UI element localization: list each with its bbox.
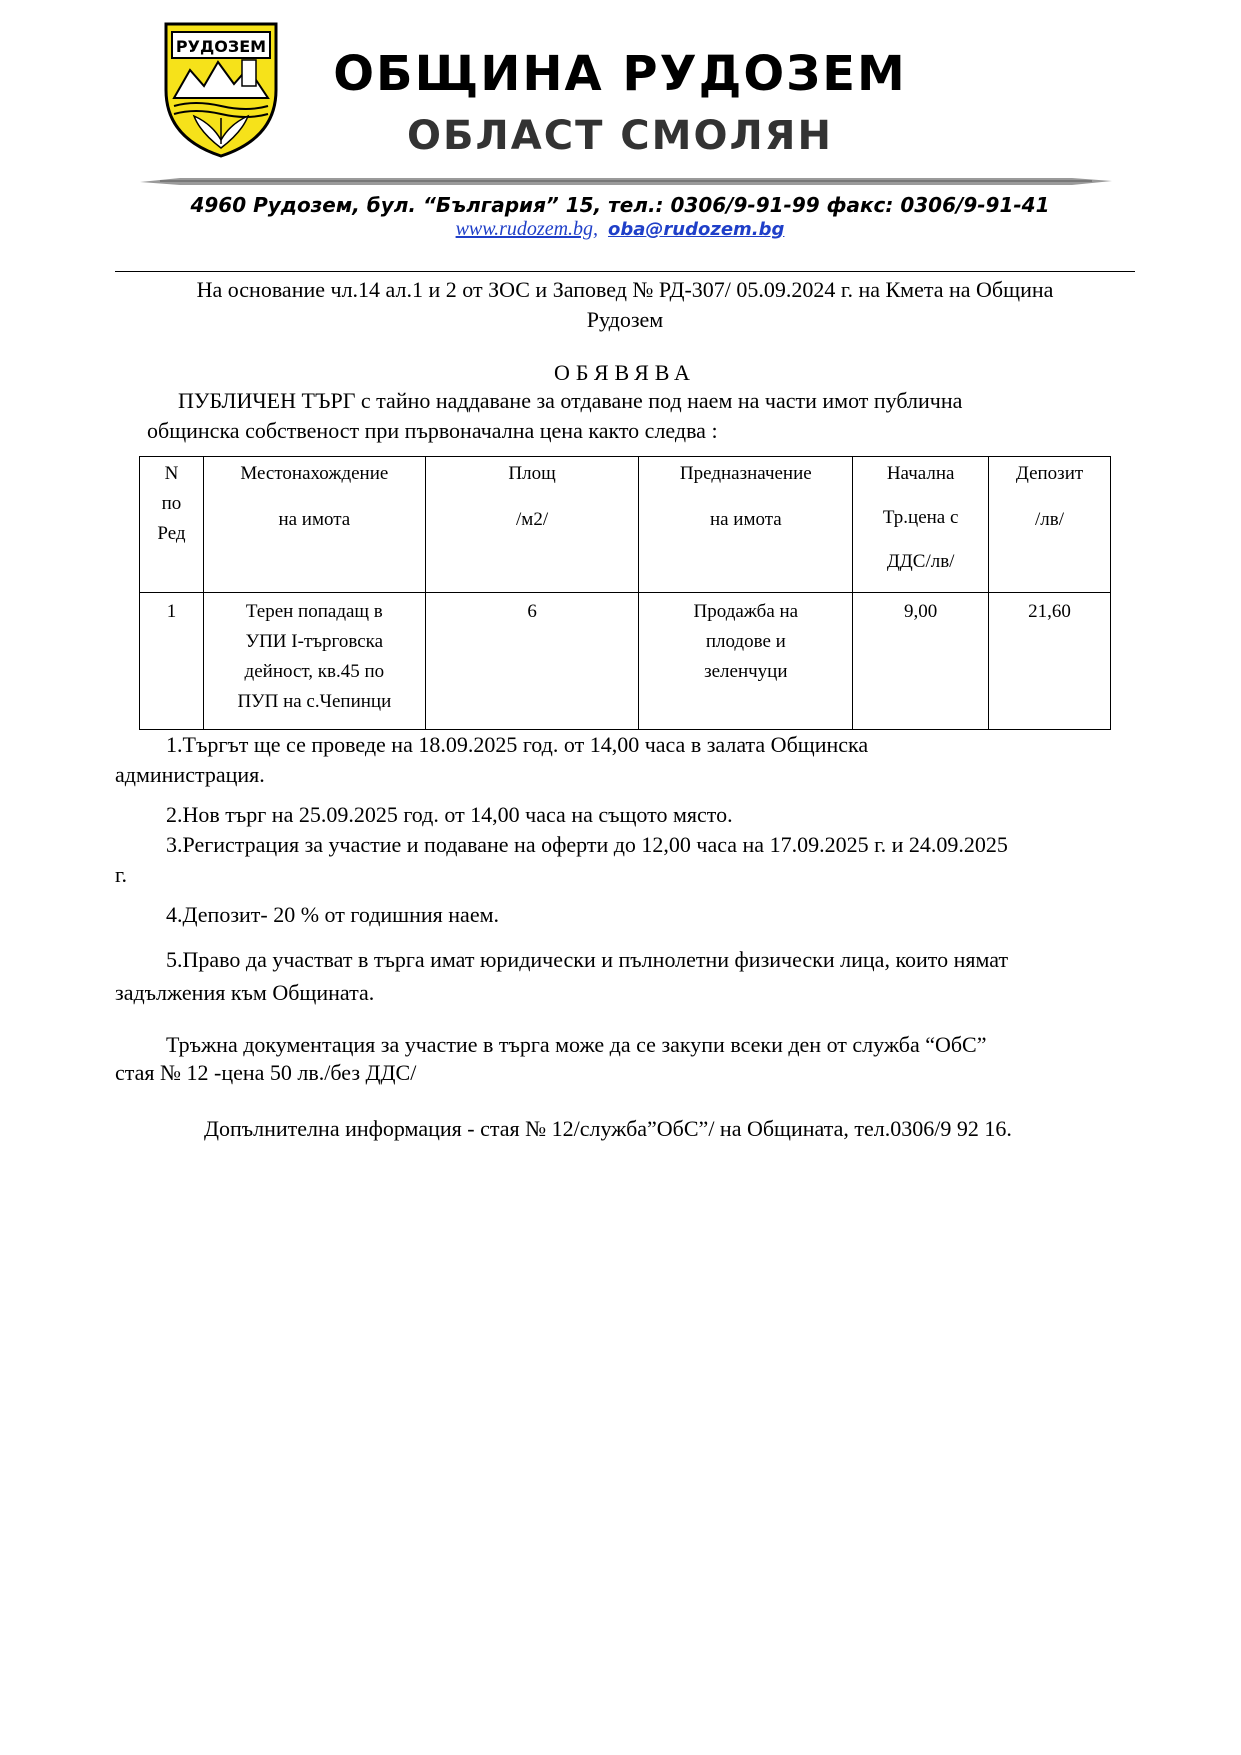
svg-text:РУДОЗЕМ: РУДОЗЕМ xyxy=(175,37,267,56)
header-cell-purpose: Предназначение на имота xyxy=(639,457,853,593)
table-row xyxy=(140,593,1111,730)
header-cell-price: Начална Тр.цена с ДДС/лв/ xyxy=(853,457,989,593)
intro-line: ПУБЛИЧЕН ТЪРГ с тайно наддаване за отдаване под наем на части имот публична xyxy=(178,388,963,413)
contact-address: 4960 Рудозем, бул. “България” 15, тел.: 0306/9-91-99 факс: 0306/9-91-41 xyxy=(190,193,1050,217)
term-1: 1.Търгът ще се проведе на 18.09.2025 год. от 14,00 часа в залата Общинска xyxy=(166,732,869,757)
term-5: 5.Право да участват в търга имат юридически и пълнолетни физически лица, които нямат xyxy=(166,947,1009,972)
header-cell-deposit: Депозит /лв/ xyxy=(989,457,1111,593)
term-3-cont: г. xyxy=(115,862,128,887)
cell-purpose: Продажба на плодове и зеленчуци xyxy=(639,593,853,730)
cell-number: 1 xyxy=(140,593,204,730)
contact-links xyxy=(130,218,1110,241)
term-1-cont: администрация. xyxy=(115,762,265,787)
additional-info: Допълнителна информация - стая № 12/служба”ОбС”/ на Общината, тел.0306/9 92 16. xyxy=(204,1116,1012,1141)
cell-area: 6 xyxy=(425,593,639,730)
region-name: ОБЛАСТ СМОЛЯН xyxy=(407,113,833,159)
header-cell-location: Местонахождение на имота xyxy=(203,457,425,593)
document-divider xyxy=(115,271,1135,272)
table-header-row xyxy=(140,457,1111,593)
term-2: 2.Нов търг на 25.09.2025 год. от 14,00 часа на същото място. xyxy=(166,802,733,827)
term-3: 3.Регистрация за участие и подаване на оферти до 12,00 часа на 17.09.2025 г. и 24.09.2025 xyxy=(166,832,1008,857)
legal-basis-line: На основание чл.14 ал.1 и 2 от ЗОС и Заповед № РД-307/ 05.09.2024 г. на Кмета на Община xyxy=(196,277,1054,302)
term-5-cont: задължения към Общината. xyxy=(115,980,375,1005)
cell-location: Терен попадащ в УПИ I-търговска дейност, кв.45 по ПУП на с.Чепинци xyxy=(203,593,425,730)
legal-basis xyxy=(120,275,1130,335)
header-divider xyxy=(140,176,1112,186)
header-cell-area: Площ /м2/ xyxy=(425,457,639,593)
documentation-note-cont: стая № 12 -цена 50 лв./без ДДС/ xyxy=(115,1060,417,1085)
website-link[interactable]: www.rudozem.bg, xyxy=(455,218,599,240)
header-cell-number: N по Ред xyxy=(140,457,204,593)
documentation-note: Тръжна документация за участие в търга може да се закупи всеки ден от служба “ОбС” xyxy=(166,1032,987,1057)
cell-deposit: 21,60 xyxy=(989,593,1111,730)
cell-price: 9,00 xyxy=(853,593,989,730)
organization-name: ОБЩИНА РУДОЗЕМ xyxy=(333,46,907,102)
legal-basis-line: Рудозем xyxy=(586,307,664,332)
term-4: 4.Депозит- 20 % от годишния наем. xyxy=(166,902,500,927)
auction-lots-table xyxy=(139,456,1111,730)
email-link[interactable]: oba@rudozem.bg xyxy=(608,219,785,240)
announcement-heading: ОБЯВЯВА xyxy=(554,360,696,385)
intro-line: общинска собственост при първоначална цена както следва : xyxy=(147,418,718,443)
